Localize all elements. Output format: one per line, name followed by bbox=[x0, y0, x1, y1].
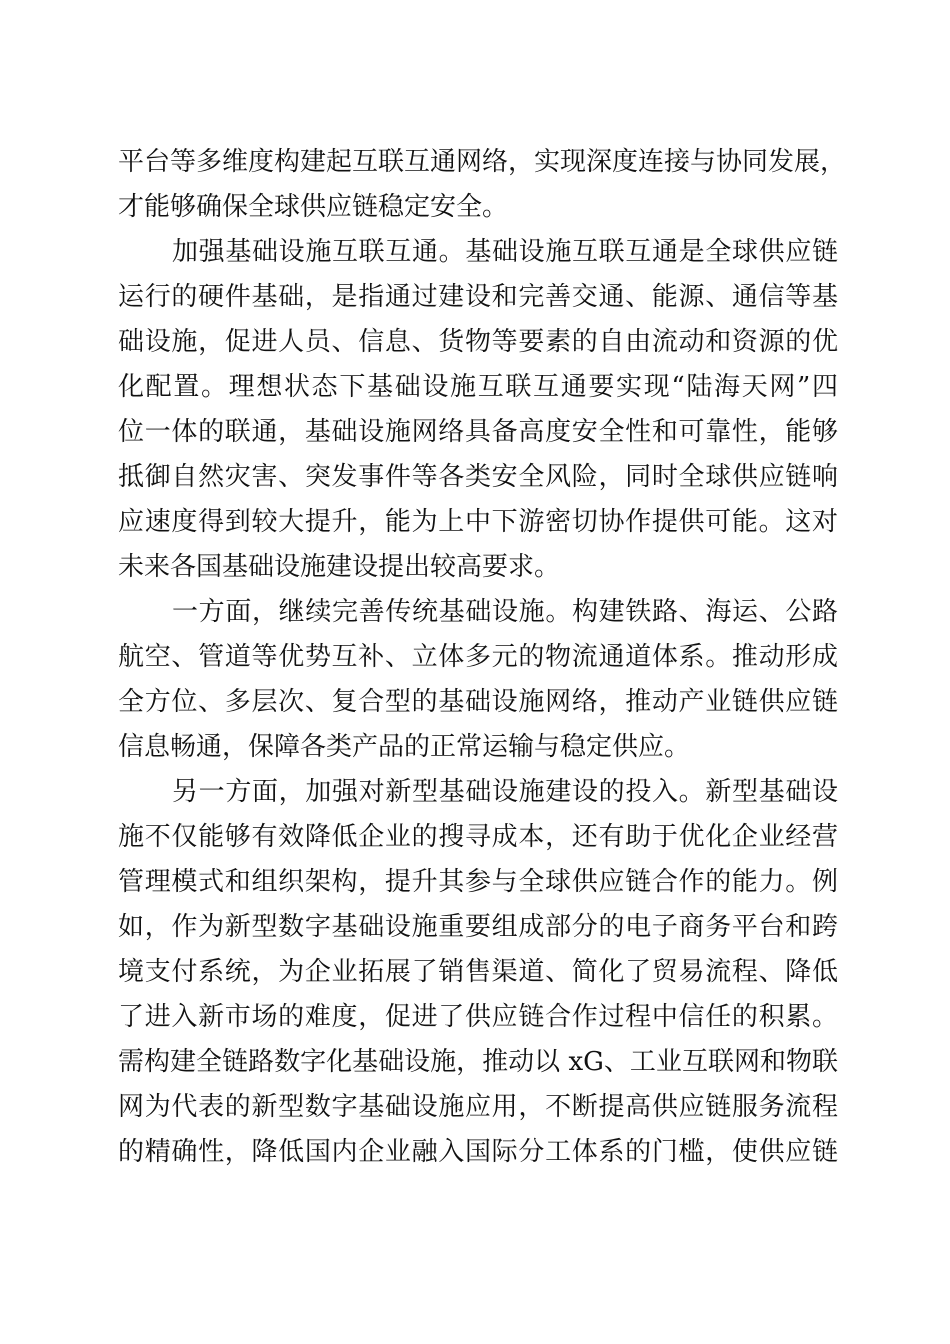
document-page bbox=[118, 140, 847, 1175]
paragraph-infrastructure-connectivity bbox=[118, 230, 838, 590]
text-line: 另一方面，加强对新型基础设施建设的投入。新型基础设 bbox=[172, 777, 838, 807]
text-line: 应速度得到较大提升，能为上中下游密切协作提供可能。这对 bbox=[118, 507, 838, 537]
text-line: 才能够确保全球供应链稳定安全。 bbox=[118, 192, 509, 222]
text-line: 全方位、多层次、复合型的基础设施网络，推动产业链供应链 bbox=[118, 687, 838, 717]
paragraph-new-infrastructure bbox=[118, 770, 838, 1175]
text-line: 网为代表的新型数字基础设施应用，不断提高供应链服务流程 bbox=[118, 1092, 838, 1122]
text-line: 平台等多维度构建起互联互通网络，实现深度连接与协同发展， bbox=[118, 147, 847, 177]
paragraph-traditional-infrastructure bbox=[118, 590, 838, 770]
text-line: 信息畅通，保障各类产品的正常运输与稳定供应。 bbox=[118, 732, 691, 762]
text-line: 的精确性，降低国内企业融入国际分工体系的门槛，使供应链 bbox=[118, 1137, 838, 1167]
text-line: 管理模式和组织架构，提升其参与全球供应链合作的能力。例 bbox=[118, 867, 838, 897]
text-line: 位一体的联通，基础设施网络具备高度安全性和可靠性，能够 bbox=[118, 417, 838, 447]
text-line: 一方面，继续完善传统基础设施。构建铁路、海运、公路 bbox=[172, 597, 838, 627]
text-line: 境支付系统，为企业拓展了销售渠道、简化了贸易流程、降低 bbox=[118, 957, 838, 987]
text-line: 未来各国基础设施建设提出较高要求。 bbox=[118, 552, 561, 582]
text-line: 需构建全链路数字化基础设施，推动以 xG、工业互联网和物联 bbox=[118, 1047, 838, 1077]
text-line: 抵御自然灾害、突发事件等各类安全风险，同时全球供应链响 bbox=[118, 462, 838, 492]
text-line: 化配置。理想状态下基础设施互联互通要实现“陆海天网”四 bbox=[118, 372, 838, 402]
text-line: 础设施，促进人员、信息、货物等要素的自由流动和资源的优 bbox=[118, 327, 838, 357]
text-line: 了进入新市场的难度，促进了供应链合作过程中信任的积累。 bbox=[118, 1002, 838, 1032]
text-line: 航空、管道等优势互补、立体多元的物流通道体系。推动形成 bbox=[118, 642, 838, 672]
text-line: 加强基础设施互联互通。基础设施互联互通是全球供应链 bbox=[172, 237, 838, 267]
text-line: 施不仅能够有效降低企业的搜寻成本，还有助于优化企业经营 bbox=[118, 822, 838, 852]
paragraph-intro-continuation bbox=[118, 140, 847, 230]
text-line: 如，作为新型数字基础设施重要组成部分的电子商务平台和跨 bbox=[118, 912, 838, 942]
text-line: 运行的硬件基础，是指通过建设和完善交通、能源、通信等基 bbox=[118, 282, 838, 312]
